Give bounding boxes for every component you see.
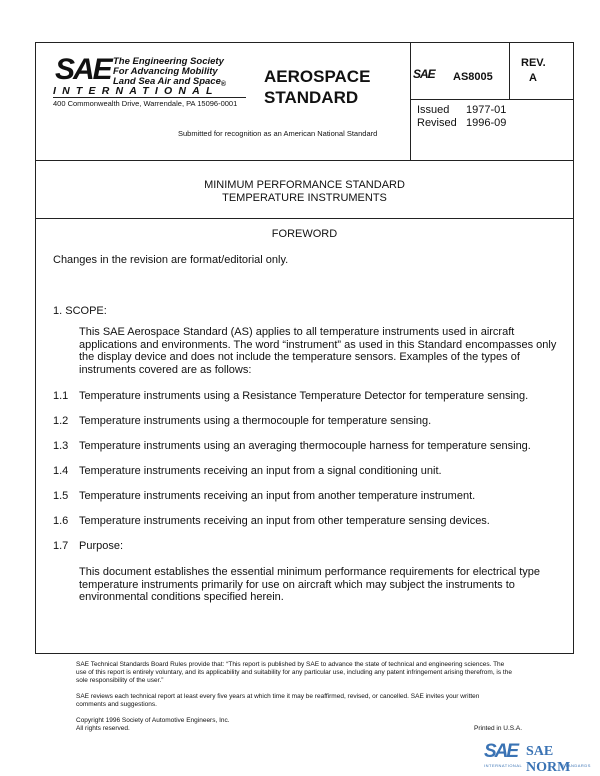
header-vertical-divider-1	[410, 42, 411, 160]
scope-item-text: Temperature instruments receiving an input from other temperature sensing devices.	[79, 515, 490, 527]
scope-paragraph: This SAE Aerospace Standard (AS) applies to all temperature instruments used in aircraft applications and environments. The word “instrument” as used in this Standard encompasses only the display device and does not include the temperature sensors. Examples of the types of instruments covered are as follows:	[79, 326, 557, 376]
printed-in: Printed in U.S.A.	[474, 725, 523, 732]
document-number: AS8005	[453, 71, 493, 83]
sae-address: 400 Commonwealth Drive, Warrendale, PA 15096-0001	[53, 99, 238, 108]
scope-item-num: 1.3	[53, 440, 69, 452]
scope-item-text: Purpose:	[79, 540, 124, 552]
sae-logo: SAE	[55, 53, 111, 86]
sae-norm-sub-right: STANDARDS	[562, 763, 591, 768]
document-type: AEROSPACE STANDARD	[264, 67, 371, 107]
header-vertical-divider-2	[509, 42, 510, 99]
scope-item-num: 1.5	[53, 490, 69, 502]
header-divider	[35, 160, 574, 161]
recognition-note: Submitted for recognition as an American National Standard	[178, 129, 378, 138]
foreword-text: Changes in the revision are format/editorial only.	[53, 254, 289, 266]
logo-underline	[53, 97, 246, 98]
sae-small-logo: SAE	[413, 67, 435, 81]
scope-item-text: Temperature instruments using a thermocouple for temperature sensing.	[79, 415, 432, 427]
board-rules-note: SAE Technical Standards Board Rules provide that: “This report is published by SAE to advance the state of technical and engineering sciences. The use of this report is entirely voluntary, and its applicability and suitability for any particular use, including any patent infringement arising therefrom, is the sole responsibility of the user.”	[76, 661, 512, 684]
sae-norm-logo	[482, 741, 597, 773]
issued-value: 1977-01	[466, 104, 507, 116]
sae-tagline: The Engineering Society For Advancing Mobility Land Sea Air and Space$_®$	[113, 56, 227, 88]
revised-value: 1996-09	[466, 117, 507, 129]
scope-item-num: 1.2	[53, 415, 69, 427]
scope-item-text: Temperature instruments using a Resistance Temperature Detector for temperature sensing.	[79, 390, 529, 402]
review-note: SAE reviews each technical report at least every five years at which time it may be reaffirmed, revised, or cancelled. SAE invites your written comments and suggestions.	[76, 693, 480, 708]
sae-norm-logo-mark: SAE	[484, 741, 518, 762]
scope-item-text: Temperature instruments using an averaging thermocouple harness for temperature sensing.	[79, 440, 531, 452]
rev-value: A	[529, 72, 537, 84]
rev-label: REV.	[521, 57, 546, 69]
scope-heading: 1. SCOPE:	[53, 305, 107, 317]
scope-item-text: Temperature instruments receiving an input from a signal conditioning unit.	[79, 465, 442, 477]
copyright: Copyright 1996 Society of Automotive Engineers, Inc. All rights reserved.	[76, 717, 230, 732]
title-divider	[35, 218, 574, 219]
foreword-heading: FOREWORD	[271, 228, 338, 240]
purpose-paragraph: This document establishes the essential minimum performance requirements for electrical type temperature instruments primarily for use on aircraft which may subject the instruments to environmental conditions specified herein.	[79, 566, 540, 603]
issued-label: Issued	[417, 104, 450, 116]
sae-norm-sub-left: INTERNATIONAL	[484, 763, 523, 768]
header-box-divider	[410, 99, 574, 100]
scope-item-num: 1.4	[53, 465, 69, 477]
document-title: MINIMUM PERFORMANCE STANDARD TEMPERATURE INSTRUMENTS	[204, 179, 405, 204]
sae-norm-logo-text: SAE NORM	[526, 744, 571, 775]
scope-item-num: 1.6	[53, 515, 69, 527]
revised-label: Revised	[417, 117, 457, 129]
sae-international-wordmark: INTERNATIONAL	[53, 85, 219, 97]
scope-item-num: 1.7	[53, 540, 69, 552]
scope-item-num: 1.1	[53, 390, 69, 402]
scope-item-text: Temperature instruments receiving an input from another temperature instrument.	[79, 490, 476, 502]
